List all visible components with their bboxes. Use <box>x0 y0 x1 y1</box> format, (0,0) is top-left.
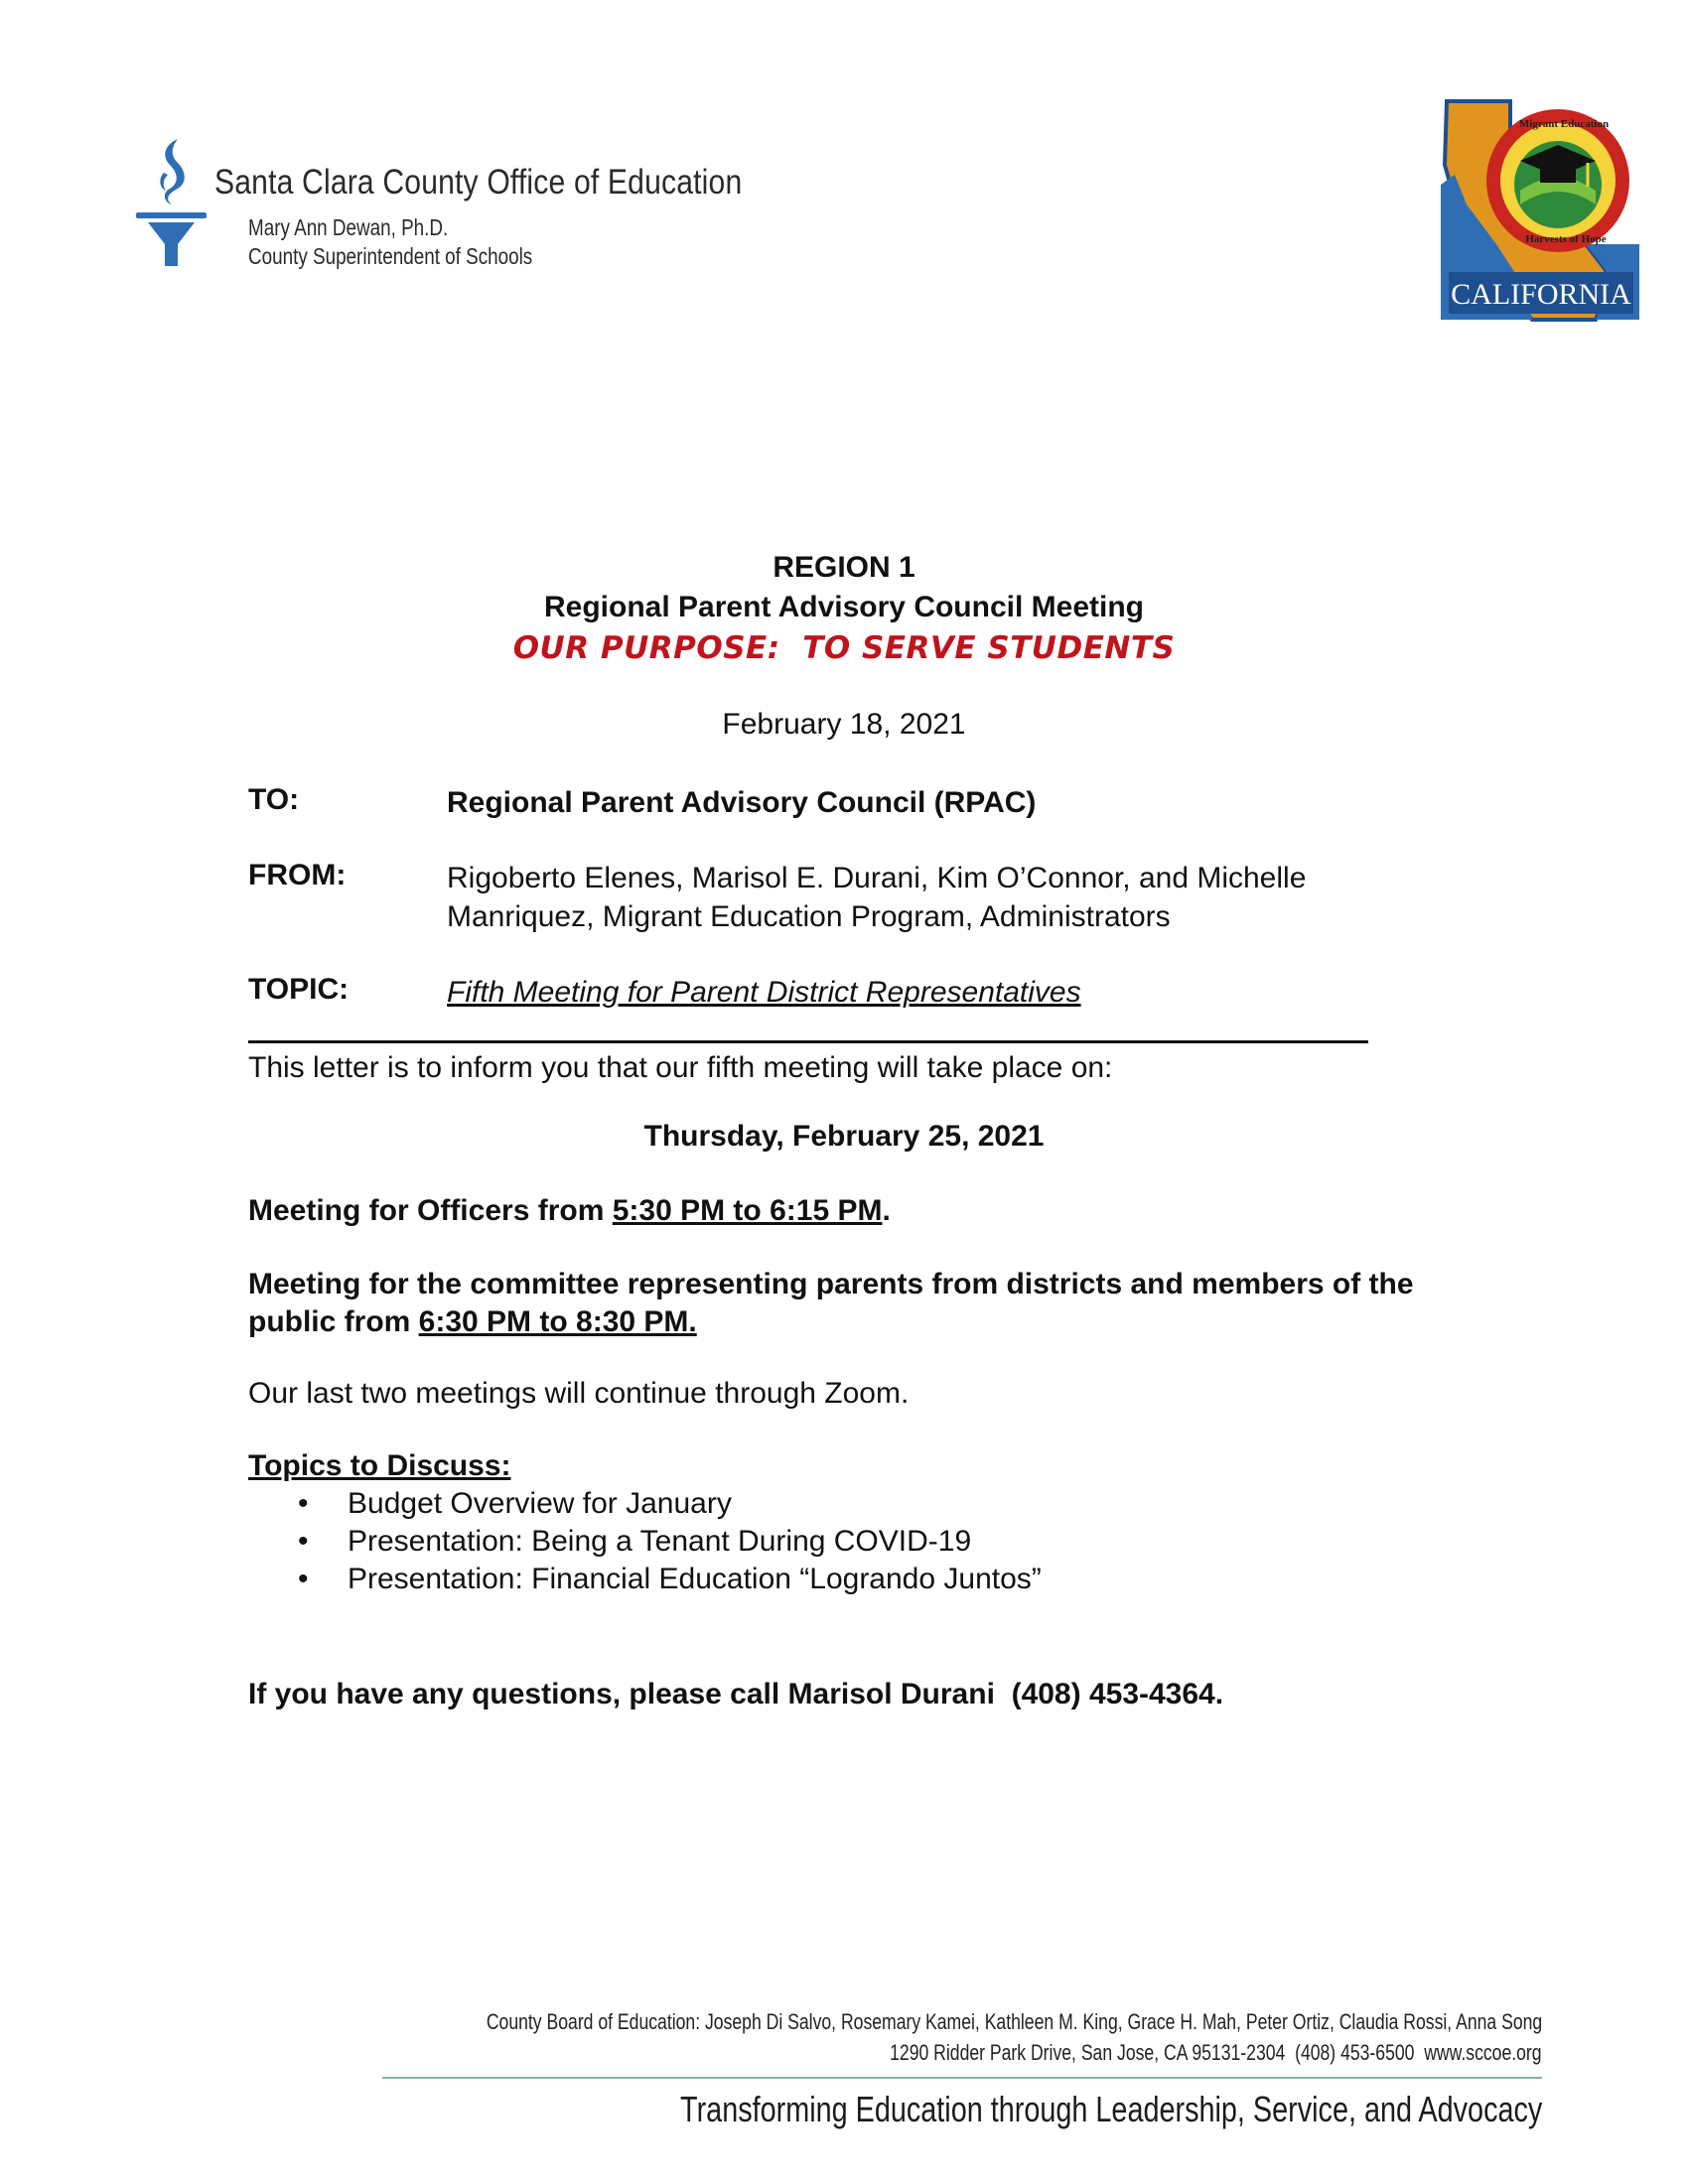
sccoe-torch-logo <box>134 133 209 272</box>
logo-ring-bottom-text: Harvests of Hope <box>1525 233 1607 245</box>
committee-time: 6:30 PM to 8:30 PM. <box>418 1305 697 1338</box>
officers-suffix: . <box>882 1194 891 1227</box>
topic-label: TOPIC: <box>248 973 350 1006</box>
footer-divider <box>382 2077 1542 2079</box>
to-value: Regional Parent Advisory Council (RPAC) <box>447 786 1037 819</box>
topics-heading: Topics to Discuss: <box>248 1449 511 1482</box>
committee-prefix: Meeting for the committee representing parents from districts and members of the public from <box>248 1268 1414 1338</box>
officers-meeting <box>248 1192 1479 1230</box>
topic-text: Presentation: Financial Education “Logrando Juntos” <box>348 1563 1042 1595</box>
section-divider <box>248 1040 1368 1043</box>
meeting-day: Thursday, February 25, 2021 <box>643 1120 1045 1153</box>
contact-line: If you have any questions, please call Marisol Durani (408) 453-4364. <box>248 1678 1224 1710</box>
bullet-icon: • <box>298 1525 309 1558</box>
footer-address: 1290 Ridder Park Drive, San Jose, CA 95131-2304 (408) 453-6500 www.sccoe.org <box>890 2040 1542 2065</box>
bullet-icon: • <box>298 1487 309 1520</box>
purpose-statement: OUR PURPOSE: TO SERVE STUDENTS <box>512 630 1176 666</box>
organization-name: Santa Clara County Office of Education <box>214 163 743 202</box>
superintendent-name: Mary Ann Dewan, Ph.D. <box>248 214 449 240</box>
region-heading: REGION 1 <box>773 551 915 584</box>
list-item <box>248 1485 1042 1523</box>
board-members: County Board of Education: Joseph Di Salvo, Rosemary Kamei, Kathleen M. King, Grace H. Mah, Peter Ortiz, Claudia Rossi, Anna Song <box>486 2009 1542 2034</box>
zoom-note: Our last two meetings will continue through Zoom. <box>248 1377 910 1410</box>
topics-list <box>248 1485 1042 1598</box>
migrant-education-logo <box>1437 95 1641 326</box>
letter-date: February 18, 2021 <box>722 708 966 741</box>
intro-text: This letter is to inform you that our fifth meeting will take place on: <box>248 1051 1113 1084</box>
footer-tagline: Transforming Education through Leadership, Service, and Advocacy <box>679 2089 1542 2129</box>
logo-ring-top-text: Migrant Education <box>1518 118 1610 130</box>
list-item <box>248 1561 1042 1598</box>
superintendent-title: County Superintendent of Schools <box>248 243 533 269</box>
committee-meeting <box>248 1266 1479 1341</box>
from-label: FROM: <box>248 859 347 891</box>
to-label: TO: <box>248 783 300 816</box>
meeting-title: Regional Parent Advisory Council Meeting <box>544 591 1144 623</box>
officers-prefix: Meeting for Officers from <box>248 1194 613 1227</box>
from-value: Rigoberto Elenes, Marisol E. Durani, Kim O’Connor, and Michelle Manriquez, Migrant Education Program, Administrators <box>447 862 1307 933</box>
topic-text: Budget Overview for January <box>348 1487 732 1520</box>
list-item <box>248 1523 1042 1561</box>
topic-text: Presentation: Being a Tenant During COVID-19 <box>348 1525 972 1558</box>
logo-state-label: CALIFORNIA <box>1451 278 1631 311</box>
officers-time: 5:30 PM to 6:15 PM <box>612 1194 883 1227</box>
bullet-icon: • <box>298 1563 309 1595</box>
topic-value: Fifth Meeting for Parent District Representatives <box>447 976 1081 1009</box>
